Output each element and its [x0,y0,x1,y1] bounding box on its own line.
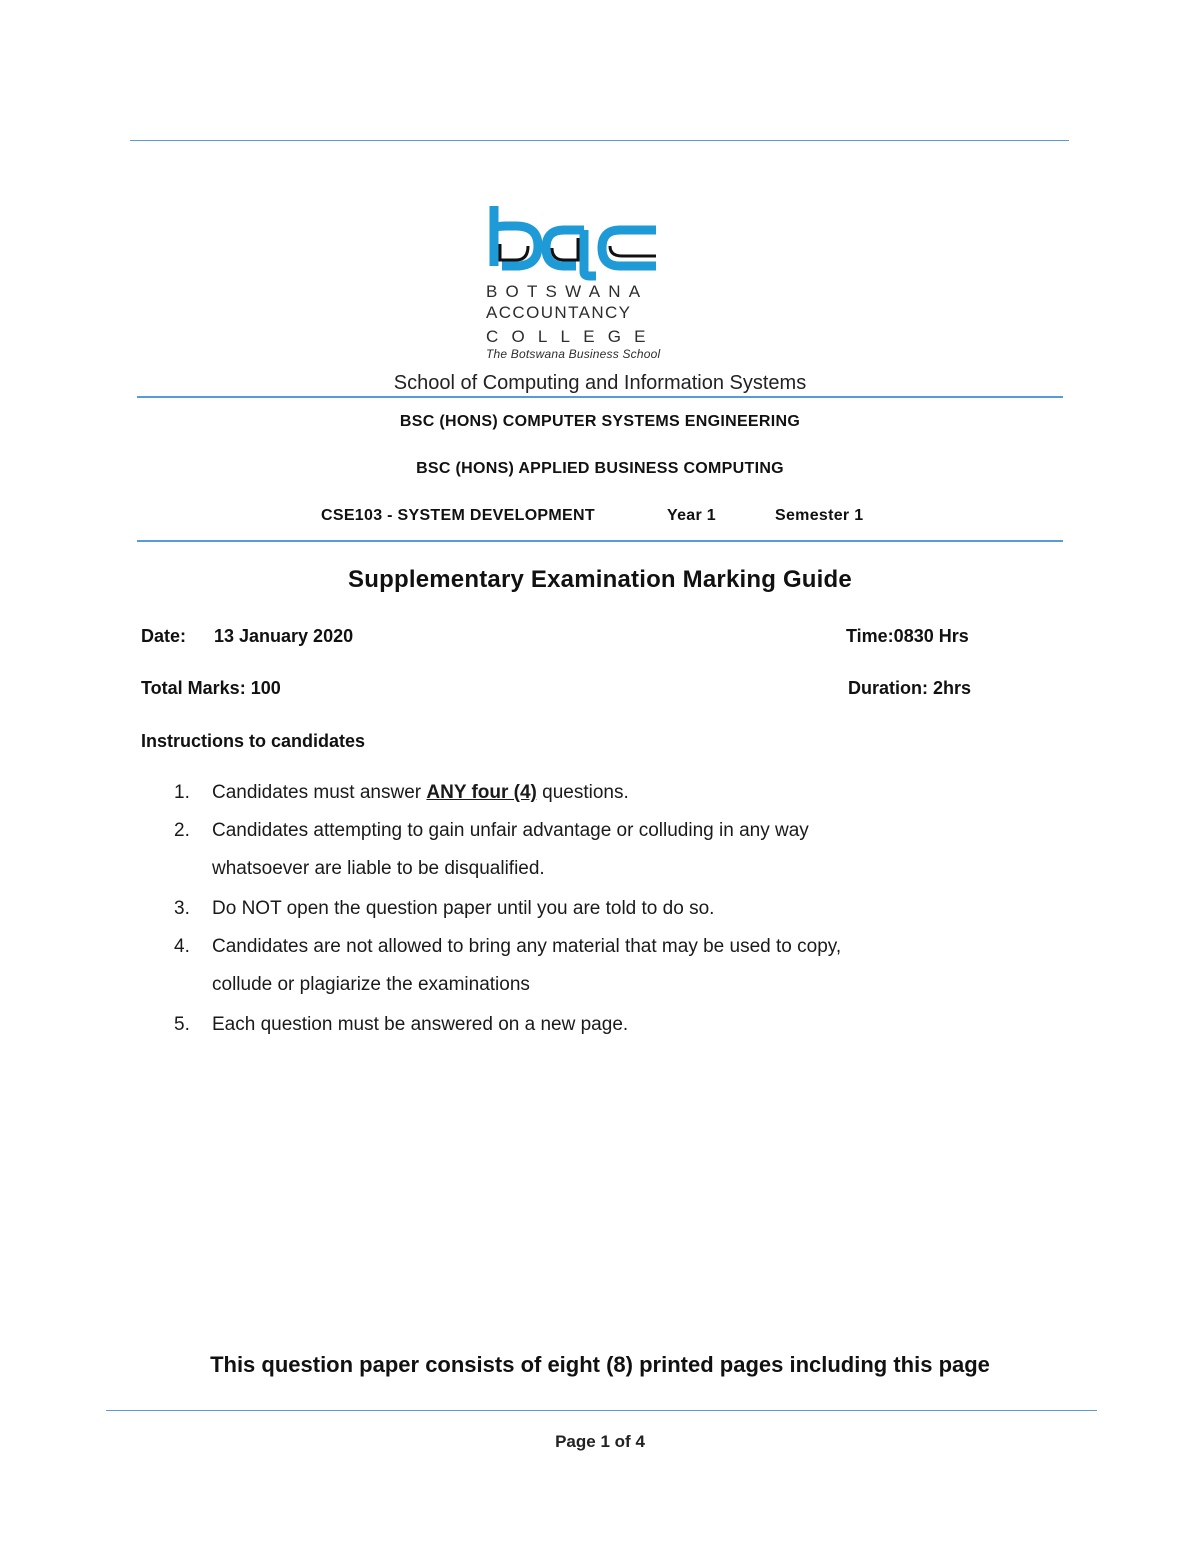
instruction-text: Do NOT open the question paper until you are told to do so. [212,898,715,919]
instruction-emphasis: ANY four (4) [426,782,537,803]
course-semester: Semester 1 [775,507,864,524]
logo-text-accountancy: ACCOUNTANCY [486,303,632,322]
instruction-number: 3. [174,898,190,919]
page-count-note: This question paper consists of eight (8) printed pages including this page [210,1352,990,1377]
footer-rule [106,1410,1097,1411]
logo-text-botswana: BOTSWANA [486,282,649,301]
page-number [0,1432,1200,1452]
header-rule-top [137,396,1063,398]
date-label: Date: [141,626,187,646]
page-total: 4 [635,1432,645,1451]
instructions-heading: Instructions to candidates [141,731,366,751]
course-year: Year 1 [667,507,716,524]
page-title: Supplementary Examination Marking Guide [348,566,852,593]
instruction-text: whatsoever are liable to be disqualified. [212,858,545,879]
page-current: 1 [600,1432,610,1451]
date-value: 13 January 2020 [214,626,354,646]
total-marks: Total Marks: 100 [141,678,281,698]
school-name: School of Computing and Information Systems [393,372,807,394]
logo-text-college: COLLEGE [486,327,659,346]
course-code: CSE103 - SYSTEM DEVELOPMENT [321,507,595,524]
instruction-text: Candidates must answer [212,782,427,803]
instruction-text: Each question must be answered on a new page. [212,1014,629,1035]
instruction-number: 1. [174,782,190,803]
instruction-number: 4. [174,936,190,957]
top-rule [130,140,1069,141]
page-label: Page [555,1432,596,1451]
instruction-text: Candidates are not allowed to bring any material that may be used to copy, [212,936,842,957]
instruction-number: 2. [174,820,190,841]
programme-2: BSC (HONS) APPLIED BUSINESS COMPUTING [416,460,784,477]
instruction-number: 5. [174,1014,190,1035]
page-of: of [614,1432,631,1451]
time-value: Time:0830 Hrs [846,626,969,646]
programme-1: BSC (HONS) COMPUTER SYSTEMS ENGINEERING [399,413,801,430]
header-rule-bottom [137,540,1063,542]
instruction-text: Candidates attempting to gain unfair advantage or colluding in any way [212,820,809,841]
instruction-text-end: questions. [536,782,629,803]
logo-tagline: The Botswana Business School [486,347,661,361]
instruction-text: collude or plagiarize the examinations [212,974,530,995]
duration: Duration: 2hrs [848,678,972,698]
